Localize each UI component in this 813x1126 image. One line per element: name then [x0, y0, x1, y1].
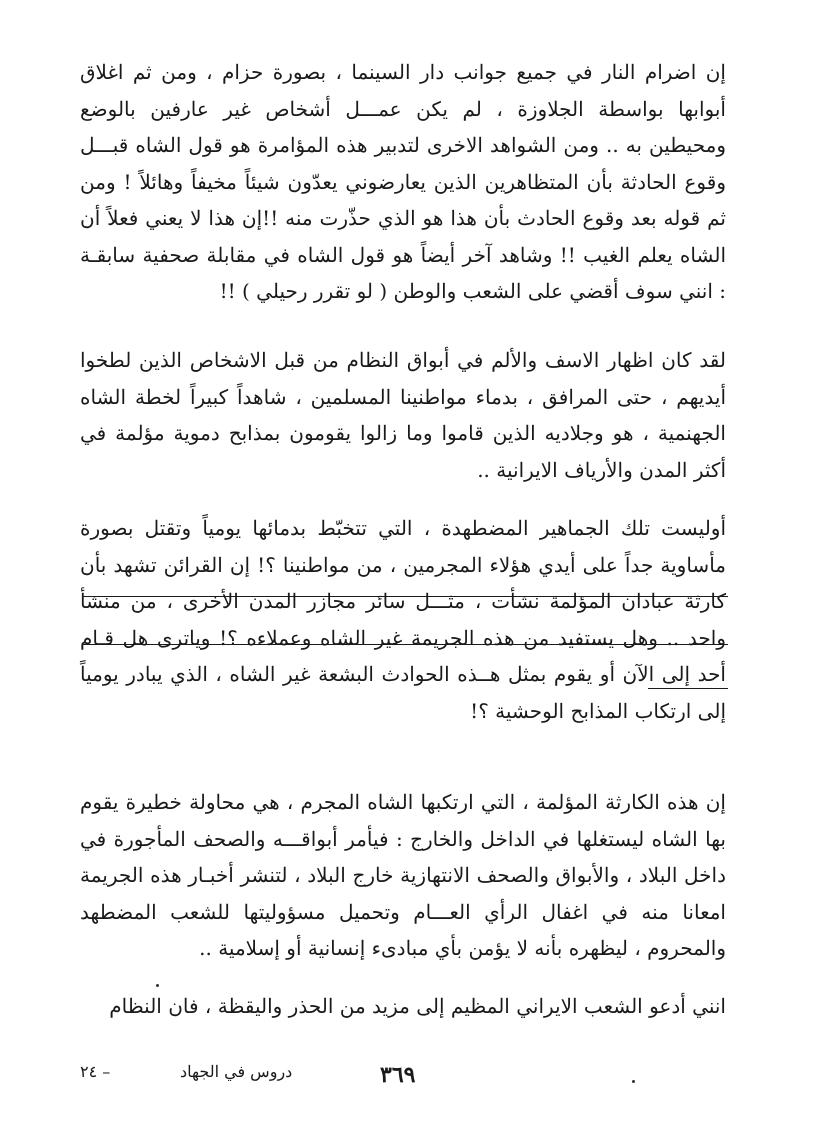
footer-code: ٢٤ –: [80, 1062, 111, 1081]
underline-rule: [648, 688, 728, 689]
paragraph-5: انني أدعو الشعب الايراني المظيم إلى مزيد من الحذر واليقظة ، فان النظام: [109, 994, 726, 1018]
running-footer-title: دروس في الجهاد: [180, 1062, 293, 1081]
page-number: ٣٦٩: [380, 1062, 416, 1088]
paragraph-3: أوليست تلك الجماهير المضطهدة ، التي تتخبّط بدمائها يومياً وتقتل بصورة مأساوية جداً على أيدي هؤلاء المجرمين ، من مواطنينا ؟! إن القرائن تشهد بأن كارثة عبادان المؤلمة نشأت ، مثـــل سائر مجازر المدن الأخرى ، من منشأ واحد .. وهل يستفيد من هذه الجريمة غير الشاه وعملاءه ؟! وياترى هل قـام أحد إلى الآن أو يقوم بمثل هــذه الحوادث البشعة غير الشاه ، الذي يبادر يومياً إلى ارتكاب المذابح الوحشية ؟!: [80, 516, 726, 723]
ink-speck: [156, 984, 159, 987]
underline-rule: [82, 644, 728, 645]
paragraph-4: إن هذه الكارثة المؤلمة ، التي ارتكبها الشاه المجرم ، هي محاولة خطيرة يقوم بها الشاه ليستغلها في الداخل والخارج : فيأمر أبواقـــه والصحف المأجورة في داخل البلاد ، والأبواق والصحف الانتهازية خارج البلاد ، لتنشر أخبـار هذه الجريمة امعانا منه في اغفال الرأي العـــام وتحميل مسؤوليتها للشعب المضطهد والمحروم ، ليظهره بأنه لا يؤمن بأي مبادىء إنسانية أو إسلامية ..: [80, 790, 726, 960]
paragraph-2: لقد كان اظهار الاسف والألم في أبواق النظام من قبل الاشخاص الذين لطخوا أيديهم ، حتى المرافق ، بدماء مواطنينا المسلمين ، شاهداً كبيراً لخطة الشاه الجهنمية ، هو وجلاديه الذين قاموا وما زالوا يقومون بمذابح دموية مؤلمة في أكثر المدن والأرياف الايرانية ..: [80, 348, 726, 482]
underline-rule: [82, 596, 728, 597]
paragraph-1: إن اضرام النار في جميع جوانب دار السينما ، بصورة حزام ، ومن ثم اغلاق أبوابها بواسطة الجلاوزة ، لم يكن عمـــل أشخاص غير عارفين بالوضع ومحيطين به .. ومن الشواهد الاخرى لتدبير هذه المؤامرة هو قول الشاه قبـــل وقوع الحادثة بأن المتظاهرين الذين يعارضوني يعدّون شيئاً مخيفاً وهائلاً ! ومن ثم قوله بعد وقوع الحادث بأن هذا هو الذي حذّرت منه !!إن هذا لا يعني فعلاً أن الشاه يعلم الغيب !! وشاهد آخر أيضاً هو قول الشاه في مقابلة صحفية سابقـة : انني سوف أقضي على الشعب والوطن ( لو تقرر رحيلي ) !!: [80, 60, 726, 303]
ink-speck: [632, 1080, 635, 1083]
